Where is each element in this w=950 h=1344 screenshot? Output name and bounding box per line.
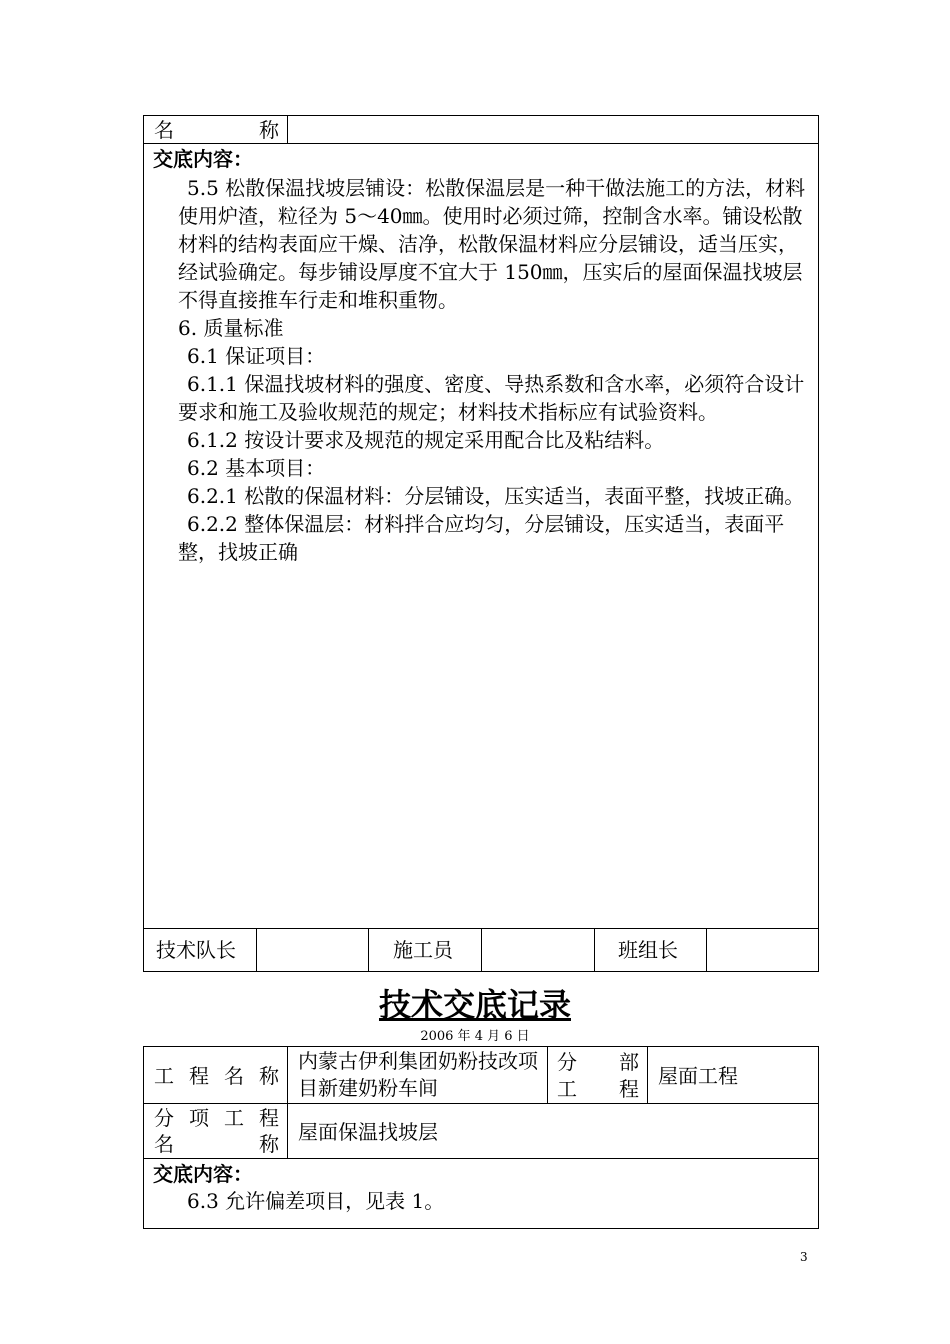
record-col-divider-2	[547, 1046, 548, 1104]
paragraph-6-1: 6.1 保证项目：	[187, 344, 326, 368]
record-content-label: 交底内容：	[153, 1162, 253, 1186]
constructor-label: 施工员	[393, 938, 453, 962]
top-table-header-rule	[143, 143, 819, 144]
paragraph-6-2-1: 6.2.1 松散的保温材料：分层铺设，压实适当，表面平整，找坡正确。	[187, 484, 805, 508]
division-value: 屋面工程	[658, 1064, 738, 1088]
sig-divider-2	[368, 928, 369, 972]
record-row-rule-2	[143, 1158, 819, 1159]
division-label-top: 分 部	[557, 1050, 639, 1074]
name-label: 名 称	[154, 118, 279, 142]
page-number: 3	[800, 1250, 808, 1264]
subitem-value: 屋面保温找坡层	[298, 1120, 438, 1144]
paragraph-6-1-2: 6.1.2 按设计要求及规范的规定采用配合比及粘结料。	[187, 428, 665, 452]
paragraph-6-2: 6.2 基本项目：	[187, 456, 326, 480]
sig-divider-1	[256, 928, 257, 972]
project-label: 工 程 名 称	[154, 1064, 279, 1088]
subitem-label-top: 分 项 工 程	[154, 1106, 279, 1130]
paragraph-5-5: 5.5 松散保温找坡层铺设：松散保温层是一种干做法施工的方法，材料使用炉渣，粒径为 5～40㎜。使用时必须过筛，控制含水率。铺设松散材料的结构表面应干燥、洁净，松散保温材料应分层铺设，适当压实，经试验确定。每步铺设厚度不宜大于 150㎜，压实后的屋面保温找坡层不得直接推车行走和堆积重物。	[178, 176, 806, 312]
subitem-label-bottom: 名 称	[154, 1132, 279, 1156]
paragraph-6-1-1: 6.1.1 保温找坡材料的强度、密度、导热系数和含水率，必须符合设计要求和施工及验收规范的规定；材料技术指标应有试验资料。	[178, 372, 805, 424]
sig-divider-5	[706, 928, 707, 972]
top-table-name-divider	[287, 115, 288, 144]
record-content-line: 6.3 允许偏差项目，见表 1。	[187, 1189, 445, 1213]
sig-divider-3	[481, 928, 482, 972]
record-col-divider-3	[647, 1046, 648, 1104]
paragraph-6: 6. 质量标准	[178, 316, 284, 340]
tech-leader-label: 技术队长	[156, 938, 236, 962]
record-row-rule-1	[143, 1103, 819, 1104]
record-title: 技术交底记录	[378, 986, 571, 1024]
content-label: 交底内容：	[153, 147, 253, 171]
content-body	[178, 174, 814, 566]
paragraph-6-2-2: 6.2.2 整体保温层：材料拌合应均匀，分层铺设，压实适当，表面平整，找坡正确	[178, 512, 785, 564]
record-col-divider-1	[287, 1046, 288, 1159]
division-label-bottom: 工 程	[557, 1077, 639, 1101]
project-value: 内蒙古伊利集团奶粉技改项目新建奶粉车间	[298, 1049, 538, 1100]
team-leader-label: 班组长	[618, 938, 678, 962]
sig-divider-4	[594, 928, 595, 972]
record-date: 2006 年 4 月 6 日	[420, 1029, 530, 1044]
